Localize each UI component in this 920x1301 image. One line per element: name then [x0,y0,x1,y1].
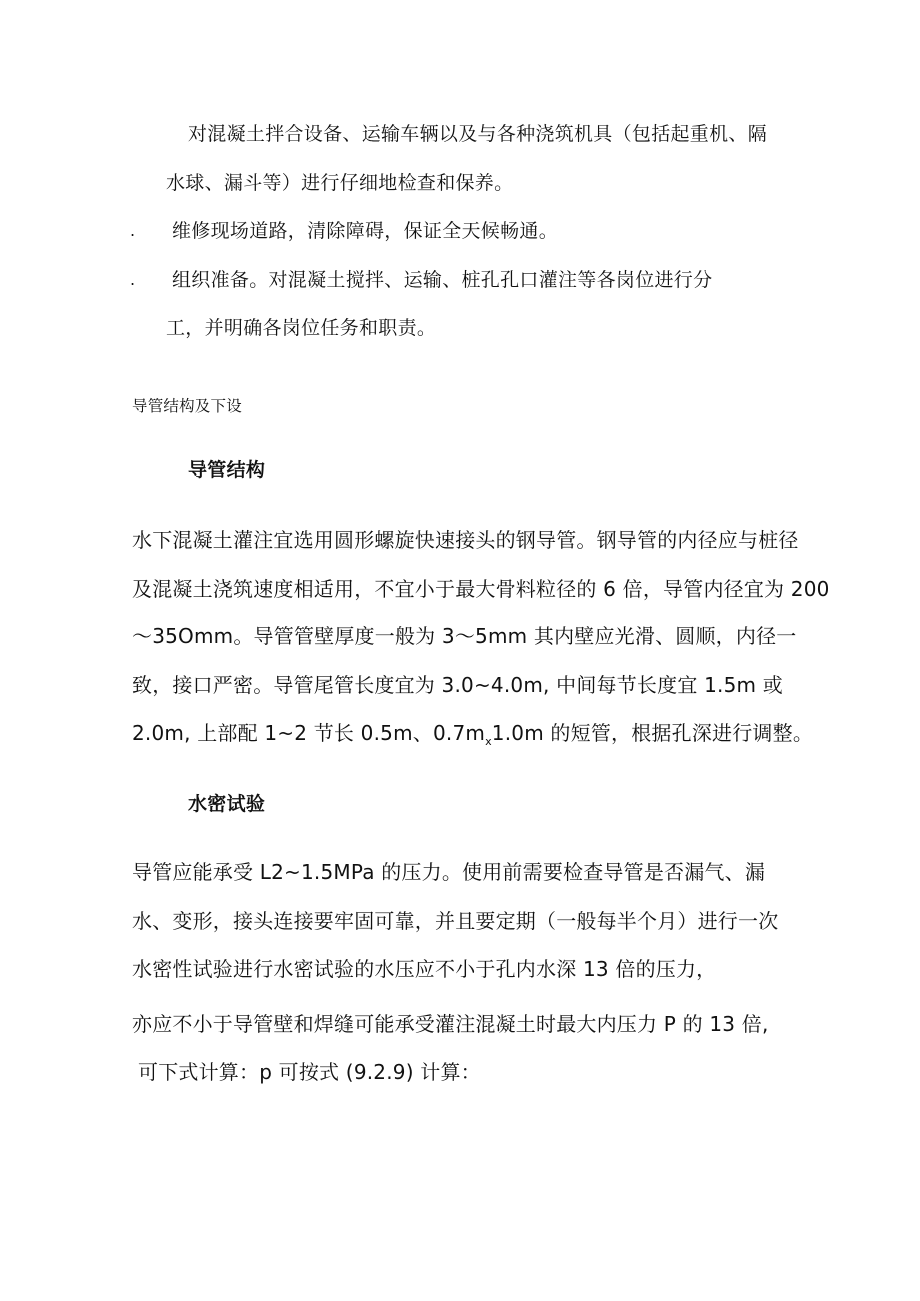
watertight-heading: 水密试验 [188,793,266,815]
section-title: 导管结构及下设 [132,397,242,415]
prep-item-1-line-1: 对混凝土拌合设备、运输车辆以及与各种浇筑机具（包括起重机、隔 [188,123,768,145]
structure-line-1: 水下混凝土灌注宜选用圆形螺旋快速接头的钢导管。钢导管的内径应与桩径 [132,528,799,552]
watertight-line-3: 水密性试验进行水密试验的水压应不小于孔内水深 13 倍的压力， [132,957,717,981]
structure-line-3: ～35Omm。导管管壁厚度一般为 3～5mm 其内壁应光滑、圆顺，内径一 [132,624,797,648]
structure-line-5-subscript: x [485,735,492,748]
structure-line-5-part-b: 1.0m 的短管，根据孔深进行调整。 [491,721,814,745]
prep-item-2: 维修现场道路，清除障碍，保证全天候畅通。 [172,220,559,242]
structure-line-4: 致，接口严密。导管尾管长度宜为 3.0~4.0m, 中间每节长度宜 1.5m 或 [132,673,783,697]
structure-line-2: 及混凝土浇筑速度相适用，不宜小于最大骨料粒径的 6 倍，导管内径宜为 200 [132,577,830,601]
prep-item-1-line-2: 水球、漏斗等）进行仔细地检查和保养。 [166,172,514,194]
structure-heading: 导管结构 [188,459,266,481]
watertight-line-5: 可下式计算：p 可按式 (9.2.9) 计算： [138,1060,481,1084]
prep-item-3-line-2: 工，并明确各岗位任务和职责。 [166,317,437,339]
prep-item-3-line-1: 组织准备。对混凝土搅拌、运输、桩孔孔口灌注等各岗位进行分 [172,269,713,291]
watertight-line-2: 水、变形，接头连接要牢固可靠，并且要定期（一般每半个月）进行一次 [132,909,779,933]
structure-line-5-part-a: 2.0m, 上部配 1~2 节长 0.5m、0.7m [132,721,486,745]
structure-line-5 [132,720,813,755]
watertight-line-1: 导管应能承受 L2~1.5MPa 的压力。使用前需要检查导管是否漏气、漏 [132,860,766,884]
bullet-mark: . [130,270,136,289]
bullet-mark: . [130,221,136,240]
watertight-line-4: 亦应不小于导管壁和焊缝可能承受灌注混凝土时最大内压力 P 的 13 倍, [132,1012,769,1036]
